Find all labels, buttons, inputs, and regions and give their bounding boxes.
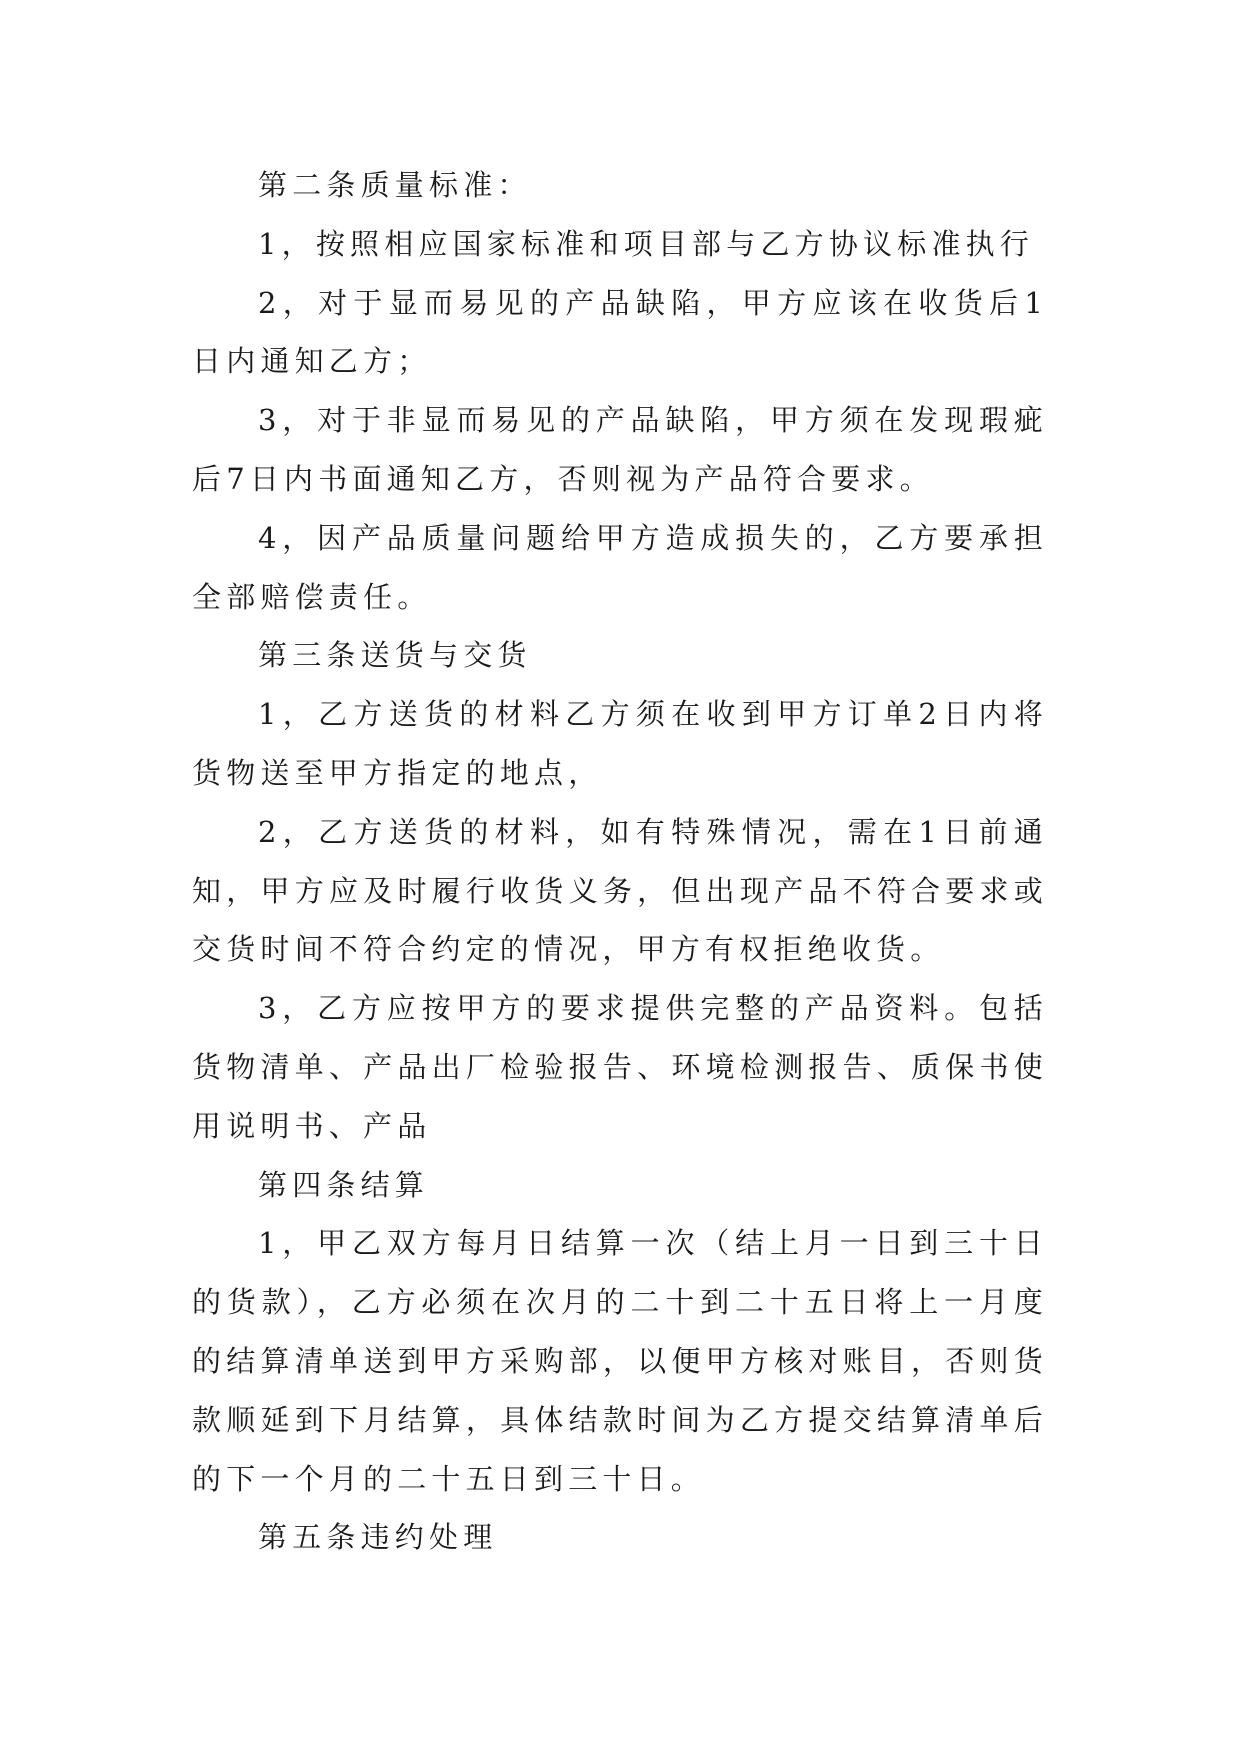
clause-2-2: 2，对于显而易见的产品缺陷，甲方应该在收货后1日内通知乙方； (192, 285, 1048, 379)
heading-article-3: 第三条送货与交货 (258, 638, 532, 673)
heading-article-2: 第二条质量标准： (258, 168, 532, 202)
heading-article-4: 第四条结算 (258, 1167, 430, 1202)
clause-3-3: 3，乙方应按甲方的要求提供完整的产品资料。包括货物清单、产品出厂检验报告、环境检测报告、质保书使用说明书、产品 (192, 991, 1048, 1143)
clause-3-2: 2，乙方送货的材料，如有特殊情况，需在1日前通知，甲方应及时履行收货义务，但出现产品不符合要求或交货时间不符合约定的情况，甲方有权拒绝收货。 (192, 814, 1048, 967)
clause-4-1: 1，甲乙双方每月日结算一次（结上月一日到三十日的货款），乙方必须在次月的二十到二十五日将上一月度的结算清单送到甲方采购部，以便甲方核对账目，否则货款顺延到下月结算，具体结款时间为乙方提交结算清单后的下一个月的二十五日到三十日。 (192, 1226, 1048, 1496)
document-body (192, 156, 1048, 1567)
clause-2-4: 4，因产品质量问题给甲方造成损失的，乙方要承担全部赔偿责任。 (192, 520, 1048, 614)
clause-2-1: 1，按照相应国家标准和项目部与乙方协议标准执行 (258, 226, 1035, 261)
clause-2-3: 3，对于非显而易见的产品缺陷，甲方须在发现瑕疵后7日内书面通知乙方，否则视为产品符合要求。 (192, 403, 1048, 496)
heading-article-5: 第五条违约处理 (258, 1520, 498, 1555)
clause-3-1: 1，乙方送货的材料乙方须在收到甲方订单2日内将货物送至甲方指定的地点， (192, 697, 1048, 790)
